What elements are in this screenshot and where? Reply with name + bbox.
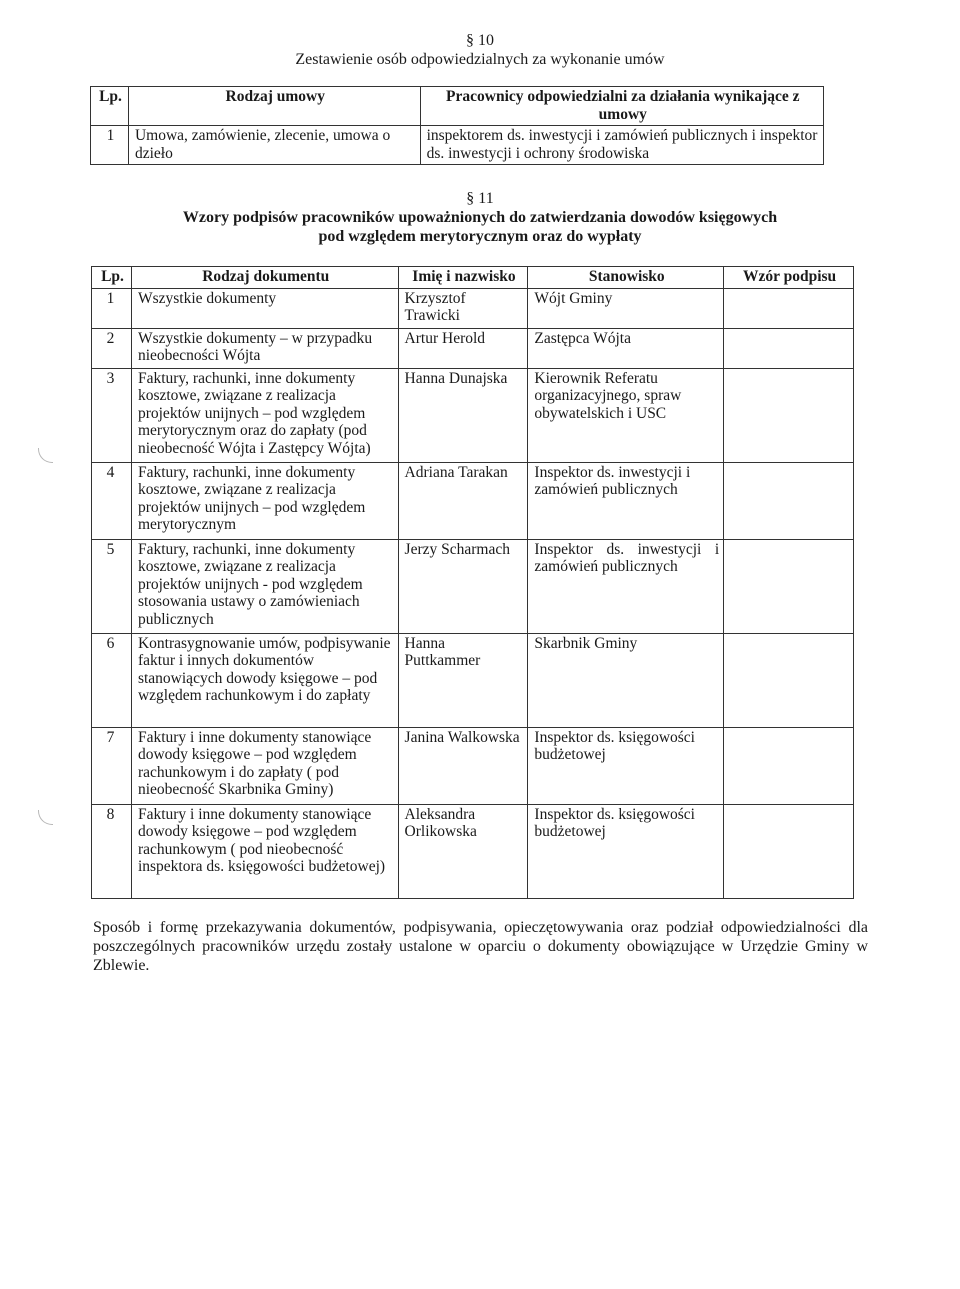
row-lp: 6 [92, 633, 132, 727]
row-lp: 4 [92, 462, 132, 539]
row-position: Zastępca Wójta [528, 328, 724, 368]
row-lp: 2 [92, 328, 132, 368]
row-contract-type: Umowa, zamówienie, zlecenie, umowa o dzieło [128, 126, 420, 165]
row-signature-sample [724, 368, 854, 462]
row-full-name: Aleksandra Orlikowska [398, 804, 528, 898]
row-position: Inspektor ds. inwestycji i zamówień publicznych [528, 539, 724, 633]
row-position: Skarbnik Gminy [528, 633, 724, 727]
row-document-type: Wszystkie dokumenty [131, 288, 398, 328]
header-signature-sample: Wzór podpisu [724, 267, 854, 289]
row-full-name: Krzysztof Trawicki [398, 288, 528, 328]
scan-mark [38, 810, 53, 825]
row-responsible-workers: inspektorem ds. inwestycji i zamówień publicznych i inspektor ds. inwestycji i ochrony środowiska [420, 126, 823, 165]
row-full-name: Janina Walkowska [398, 727, 528, 804]
table-row [92, 633, 854, 727]
row-document-type: Faktury i inne dokumenty stanowiące dowody księgowe – pod względem rachunkowym i do zapłaty ( pod nieobecność Skarbnika Gminy) [131, 727, 398, 804]
row-position: Inspektor ds. księgowości budżetowej [528, 804, 724, 898]
row-lp: 1 [91, 126, 129, 165]
row-lp: 7 [92, 727, 132, 804]
table-row [92, 368, 854, 462]
header-lp: Lp. [91, 87, 129, 126]
table-row [92, 804, 854, 898]
table-row [92, 462, 854, 539]
row-document-type: Wszystkie dokumenty – w przypadku nieobecności Wójta [131, 328, 398, 368]
header-lp: Lp. [92, 267, 132, 289]
header-full-name: Imię i nazwisko [398, 267, 528, 289]
table-row [92, 539, 854, 633]
row-signature-sample [724, 462, 854, 539]
row-signature-sample [724, 328, 854, 368]
row-position: Kierownik Referatu organizacyjnego, spraw obywatelskich i USC [528, 368, 724, 462]
row-position: Wójt Gminy [528, 288, 724, 328]
row-position: Inspektor ds. inwestycji i zamówień publicznych [528, 462, 724, 539]
header-contract-type: Rodzaj umowy [128, 87, 420, 126]
row-document-type: Faktury, rachunki, inne dokumenty kosztowe, związane z realizacja projektów unijnych - pod względem stosowania ustawy o zamówieniach publicznych [131, 539, 398, 633]
section-11-title-line1: Wzory podpisów pracowników upoważnionych do zatwierdzania dowodów księgowych [182, 209, 778, 226]
row-full-name: Hanna Dunajska [398, 368, 528, 462]
row-full-name: Hanna Puttkammer [398, 633, 528, 727]
scan-mark [38, 448, 53, 463]
signatures-table [91, 266, 854, 899]
section-10-title: Zestawienie osób odpowiedzialnych za wykonanie umów [295, 51, 665, 68]
section-11-number: § 11 [466, 190, 494, 207]
row-signature-sample [724, 539, 854, 633]
row-full-name: Artur Herold [398, 328, 528, 368]
row-full-name: Jerzy Scharmach [398, 539, 528, 633]
section-10-number: § 10 [466, 32, 494, 49]
row-lp: 5 [92, 539, 132, 633]
table-row [92, 328, 854, 368]
header-position: Stanowisko [528, 267, 724, 289]
row-lp: 3 [92, 368, 132, 462]
section-11-title-line2: pod względem merytorycznym oraz do wypłaty [318, 228, 642, 245]
table-row [92, 288, 854, 328]
row-document-type: Kontrasygnowanie umów, podpisywanie faktur i innych dokumentów stanowiących dowody księgowe – pod względem rachunkowym i do zapłaty [131, 633, 398, 727]
row-document-type: Faktury, rachunki, inne dokumenty kosztowe, związane z realizacja projektów unijnych – pod względem merytorycznym [131, 462, 398, 539]
table-row [92, 727, 854, 804]
row-lp: 1 [92, 288, 132, 328]
closing-paragraph: Sposób i formę przekazywania dokumentów, podpisywania, opieczętowywania oraz podział odpowiedzialności dla poszczególnych pracowników urzędu zostały ustalone w oparciu o dokumenty obowiązujące w Urzędzie Gminy w Zblewie. [93, 919, 868, 974]
row-document-type: Faktury i inne dokumenty stanowiące dowody księgowe – pod względem rachunkowym ( pod nieobecność inspektora ds. księgowości budżetowej) [131, 804, 398, 898]
contracts-table [90, 86, 824, 165]
row-document-type: Faktury, rachunki, inne dokumenty kosztowe, związane z realizacja projektów unijnych – pod względem merytorycznym oraz do zapłaty (pod nieobecność Wójta i Zastępcy Wójta) [131, 368, 398, 462]
row-position: Inspektor ds. księgowości budżetowej [528, 727, 724, 804]
signatures-table-header [92, 267, 854, 289]
header-document-type: Rodzaj dokumentu [131, 267, 398, 289]
row-full-name: Adriana Tarakan [398, 462, 528, 539]
row-lp: 8 [92, 804, 132, 898]
header-responsible-workers: Pracownicy odpowiedzialni za działania wynikające z umowy [420, 87, 823, 126]
row-signature-sample [724, 804, 854, 898]
table-row [91, 126, 824, 165]
row-signature-sample [724, 633, 854, 727]
row-signature-sample [724, 727, 854, 804]
contracts-table-header [91, 87, 824, 126]
row-signature-sample [724, 288, 854, 328]
